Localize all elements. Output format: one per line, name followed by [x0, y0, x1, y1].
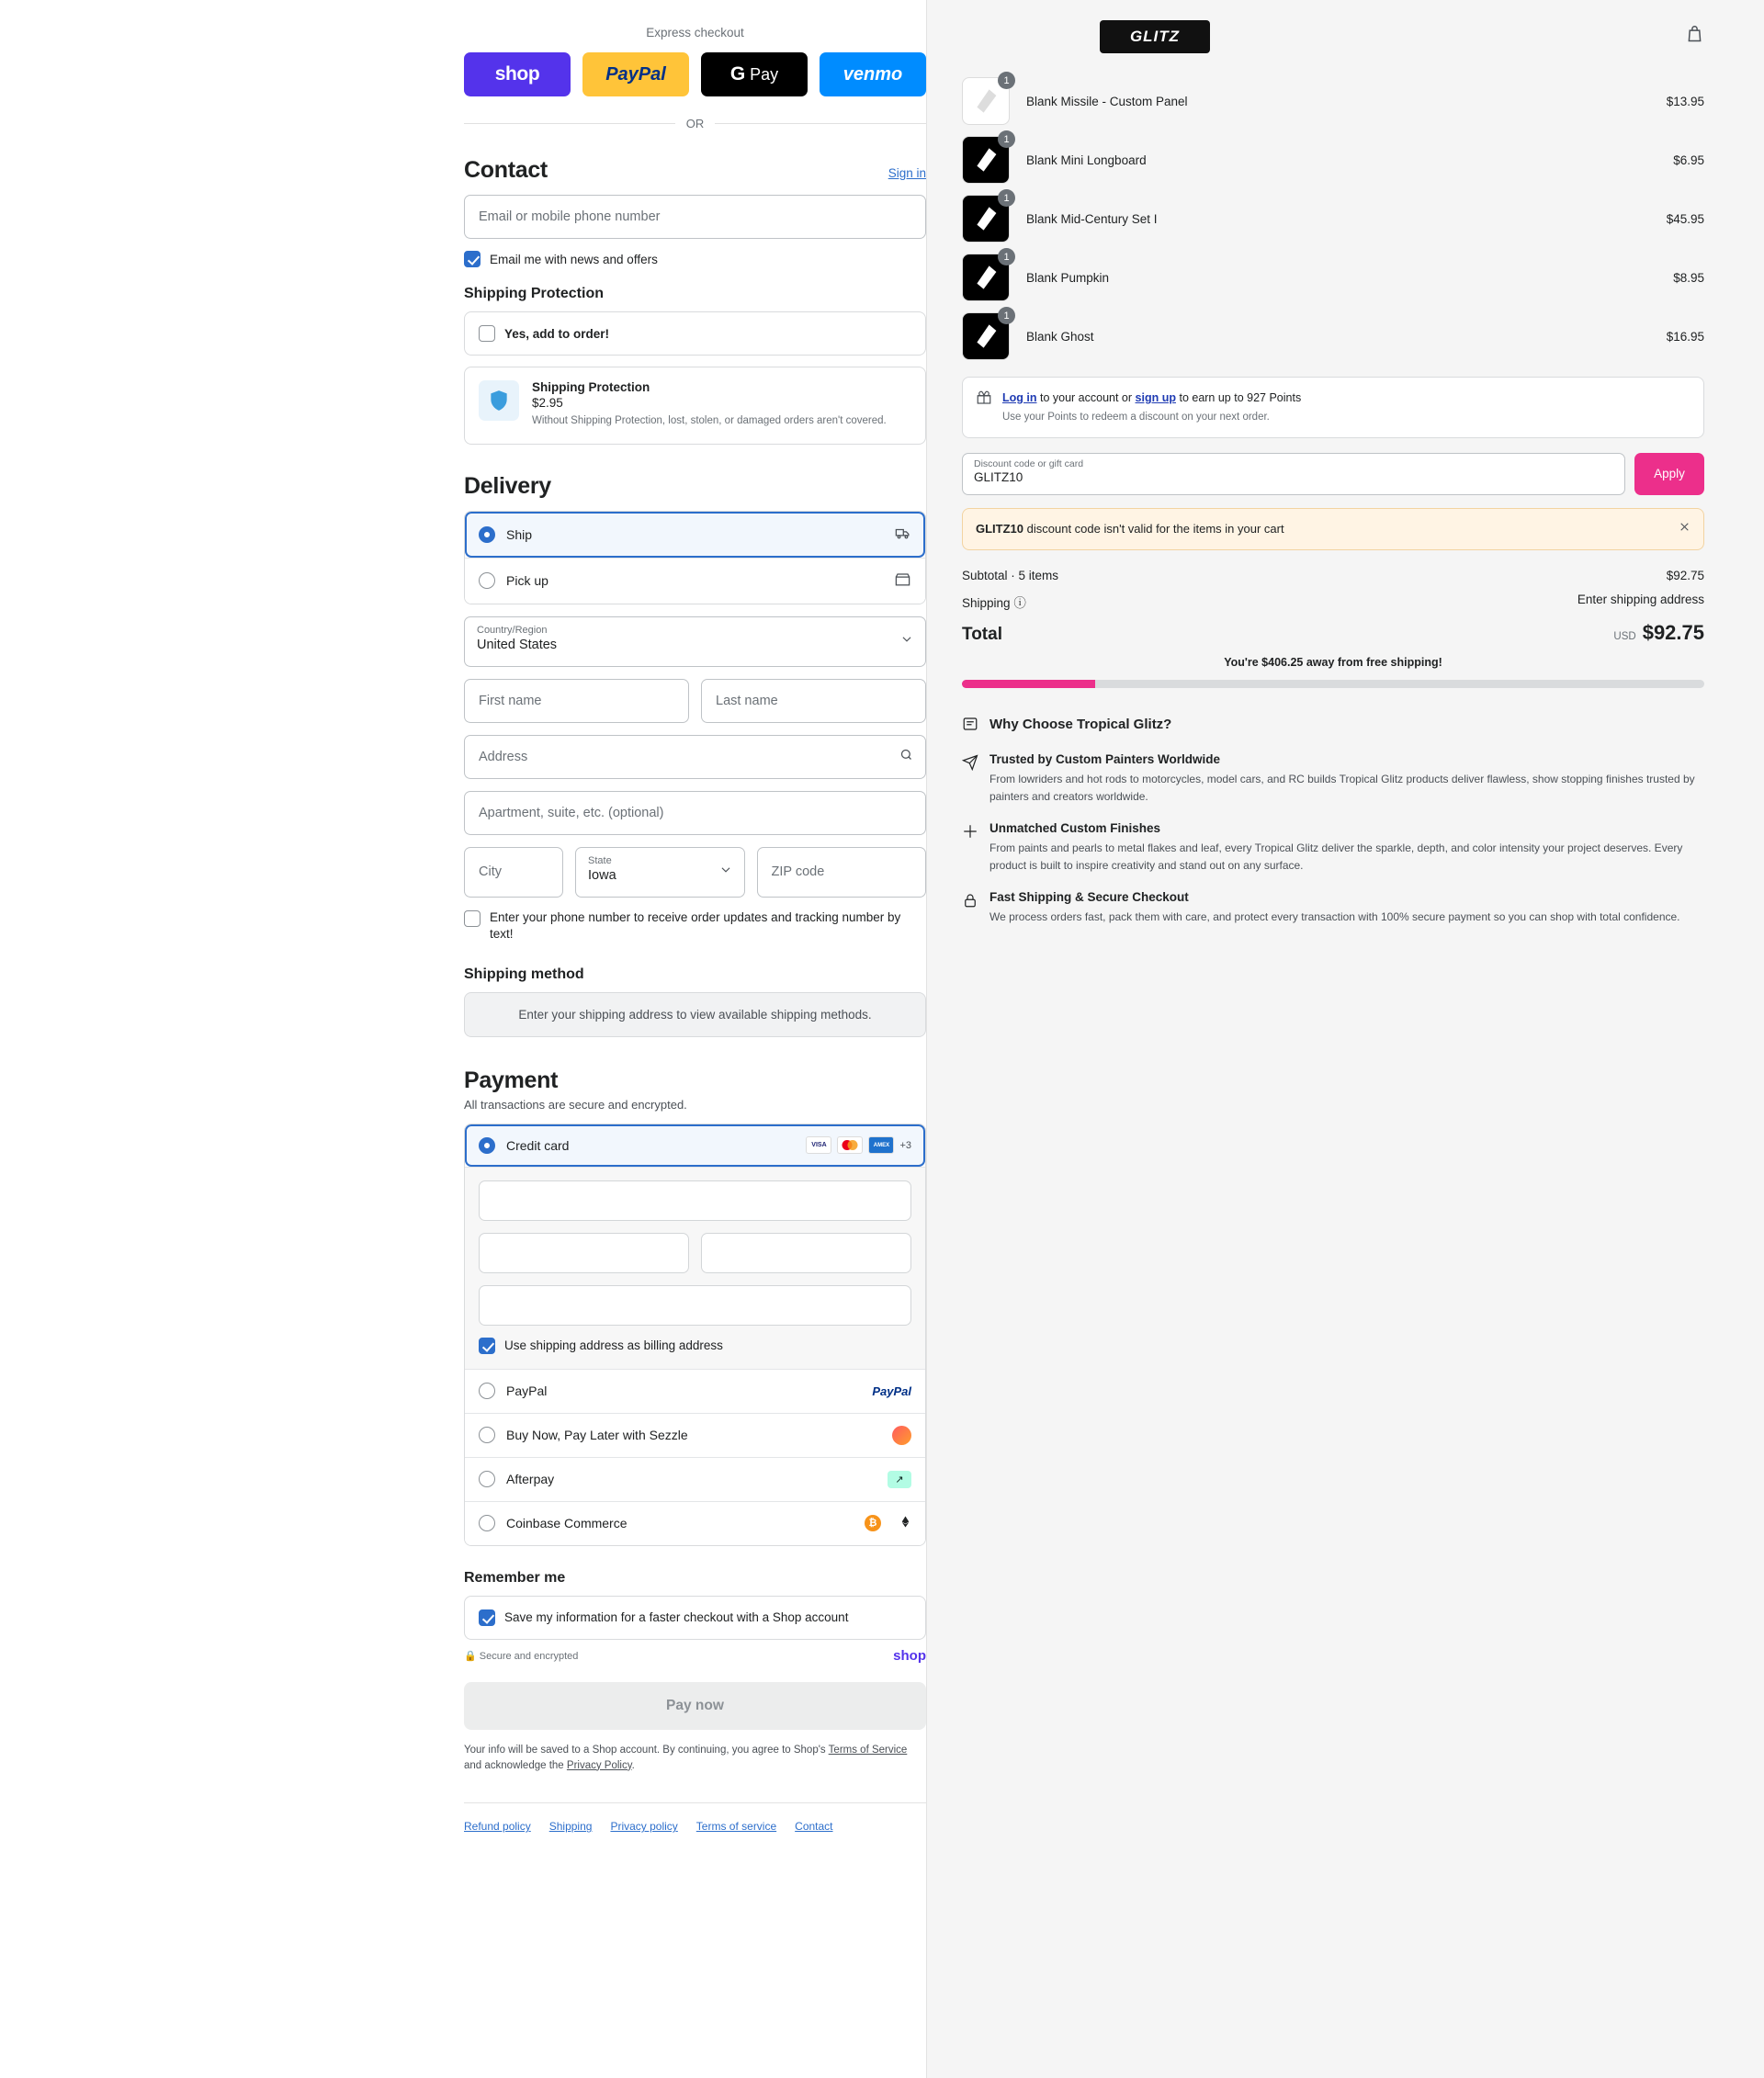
shipping-protection-title: Shipping Protection — [464, 286, 604, 301]
terms-of-service-link[interactable]: Terms of Service — [828, 1744, 908, 1756]
card-brand-icons — [806, 1136, 911, 1154]
product-name: Blank Missile - Custom Panel — [1026, 94, 1188, 108]
points-mid-text: to your account or — [1039, 391, 1133, 404]
shipping-protection-card-title: Shipping Protection — [532, 380, 650, 394]
total-amount — [1613, 621, 1704, 645]
product-price: $6.95 — [1673, 152, 1704, 167]
venmo-button[interactable]: venmo — [820, 52, 926, 96]
card-expiry-input[interactable] — [479, 1233, 689, 1273]
sparkle-icon — [962, 823, 978, 874]
legal-fineprint — [464, 1743, 926, 1773]
secure-text: Secure and encrypted — [479, 1650, 579, 1662]
store-logo[interactable]: GLITZ — [1100, 20, 1210, 53]
product-name: Blank Pumpkin — [1026, 270, 1110, 285]
shipping-label-text: Shipping — [962, 595, 1011, 610]
contact-title: Contact — [464, 157, 548, 183]
free-shipping-progress-bar — [962, 680, 1704, 688]
discount-error-code: GLITZ10 — [976, 521, 1024, 536]
shop-logo: shop — [893, 1647, 926, 1664]
first-name-input[interactable] — [477, 693, 676, 709]
product-image — [972, 146, 1000, 174]
chevron-down-icon — [900, 633, 913, 650]
billing-same-label: Use shipping address as billing address — [504, 1338, 723, 1353]
total-row — [962, 621, 1704, 645]
zip-field[interactable] — [757, 847, 927, 898]
points-subtext: Use your Points to redeem a discount on your next order. — [1002, 412, 1270, 424]
order-totals — [962, 569, 1704, 645]
save-info-checkbox[interactable] — [479, 1609, 495, 1626]
shipping-method-title: Shipping method — [464, 966, 584, 982]
first-name-field[interactable] — [464, 679, 689, 723]
fineprint-period: . — [631, 1759, 635, 1771]
subtotal-row — [962, 569, 1704, 582]
product-price: $45.95 — [1666, 211, 1704, 226]
benefit-title: Fast Shipping & Secure Checkout — [989, 890, 1189, 905]
credit-card-radio[interactable] — [479, 1137, 495, 1154]
discount-label: Discount code or gift card — [974, 457, 1084, 469]
card-name-input[interactable] — [479, 1285, 911, 1326]
product-name: Blank Mid-Century Set I — [1026, 211, 1158, 226]
express-wallet-buttons — [464, 52, 926, 96]
shipping-protection-card — [464, 367, 926, 445]
why-choose-title: Why Choose Tropical Glitz? — [989, 717, 1172, 733]
email-input[interactable] — [477, 209, 913, 225]
city-field[interactable] — [464, 847, 563, 898]
sign-up-link[interactable]: sign up — [1135, 391, 1176, 404]
amex-icon: AMEX — [868, 1136, 894, 1154]
list-item — [962, 251, 1704, 301]
delivery-option-ship[interactable] — [465, 512, 925, 558]
shop-pay-button[interactable]: shop — [464, 52, 571, 96]
total-value: $92.75 — [1642, 620, 1704, 644]
afterpay-icon: ↗ — [888, 1471, 911, 1488]
email-field[interactable] — [464, 195, 926, 239]
apply-discount-button[interactable]: Apply — [1634, 453, 1704, 495]
footer-links — [464, 1802, 926, 1833]
shield-icon — [479, 380, 519, 421]
product-thumbnail — [962, 312, 1010, 360]
pay-now-button[interactable]: Pay now — [464, 1682, 926, 1730]
sezzle-label: Buy Now, Pay Later with Sezzle — [506, 1428, 688, 1443]
country-value: United States — [477, 637, 558, 652]
last-name-field[interactable] — [701, 679, 926, 723]
shipping-protection-row[interactable] — [479, 325, 911, 342]
product-thumbnail — [962, 251, 1010, 301]
product-thumbnail — [962, 74, 1010, 125]
address-input[interactable] — [477, 749, 899, 765]
phone-optin-row[interactable] — [464, 909, 926, 943]
points-tail-text: to earn up to 927 Points — [1179, 391, 1302, 404]
loyalty-points-box — [962, 377, 1704, 438]
brand-row — [962, 20, 1704, 53]
address-field[interactable] — [464, 735, 926, 779]
city-state-zip — [464, 847, 926, 898]
country-select[interactable] — [464, 616, 926, 667]
apartment-input[interactable] — [477, 805, 913, 821]
payment-title: Payment — [464, 1067, 559, 1093]
why-choose-heading — [962, 714, 1704, 736]
credit-card-label: Credit card — [506, 1137, 570, 1153]
shipping-protection-card-price: $2.95 — [532, 396, 563, 410]
discount-value[interactable]: GLITZ10 — [974, 469, 1023, 484]
paypal-radio[interactable] — [479, 1383, 495, 1399]
afterpay-label: Afterpay — [506, 1472, 555, 1487]
google-pay-button[interactable]: G Pay — [701, 52, 808, 96]
city-input[interactable] — [477, 864, 550, 880]
footer-link-refund-policy[interactable]: Refund policy — [464, 1820, 531, 1834]
or-label: OR — [685, 117, 705, 130]
card-cvv-input[interactable] — [701, 1233, 911, 1273]
privacy-policy-link[interactable]: Privacy Policy — [566, 1759, 632, 1771]
payment-option-sezzle[interactable] — [465, 1413, 925, 1457]
shipping-protection-card-desc: Without Shipping Protection, lost, stolen, or damaged orders aren't covered. — [532, 415, 887, 426]
list-item — [962, 192, 1704, 243]
coinbase-label: Coinbase Commerce — [506, 1516, 628, 1531]
discount-row — [962, 453, 1704, 495]
payment-subtitle: All transactions are secure and encrypted. — [464, 1097, 687, 1112]
payment-option-credit-card[interactable] — [465, 1124, 925, 1167]
visa-icon: VISA — [806, 1136, 831, 1154]
list-item — [962, 133, 1704, 184]
payment-methods — [464, 1124, 926, 1546]
store-icon — [894, 570, 911, 591]
credit-card-form — [465, 1167, 925, 1369]
google-g-icon: G — [729, 63, 746, 85]
footer-link-terms-of-service[interactable]: Terms of service — [695, 1820, 777, 1834]
phone-optin-checkbox[interactable] — [464, 910, 481, 927]
delivery-title: Delivery — [464, 472, 551, 499]
card-number-input[interactable] — [479, 1180, 911, 1221]
last-name-input[interactable] — [714, 693, 913, 709]
subtotal-value: $92.75 — [1666, 568, 1704, 582]
state-label: State — [588, 854, 612, 866]
quantity-badge: 1 — [998, 248, 1015, 265]
currency-code: USD — [1613, 630, 1636, 642]
benefit-item — [962, 890, 1704, 926]
secure-row — [464, 1648, 926, 1664]
delivery-option-pickup[interactable] — [465, 558, 925, 604]
quantity-badge: 1 — [998, 189, 1015, 207]
paypal-button[interactable]: PayPal — [582, 52, 689, 96]
contact-header — [464, 143, 926, 195]
save-info-label: Save my information for a faster checkout with a Shop account — [504, 1610, 849, 1625]
gift-icon — [976, 390, 992, 425]
sezzle-icon — [892, 1426, 911, 1445]
payment-option-coinbase[interactable] — [465, 1501, 925, 1545]
quantity-badge: 1 — [998, 130, 1015, 148]
info-icon[interactable]: ⓘ — [1013, 595, 1026, 610]
quantity-badge: 1 — [998, 307, 1015, 324]
order-items — [962, 74, 1704, 360]
benefit-item — [962, 752, 1704, 805]
progress-fill — [962, 680, 1095, 688]
product-price: $8.95 — [1673, 270, 1704, 285]
product-image — [972, 322, 1000, 350]
afterpay-radio[interactable] — [479, 1471, 495, 1487]
news-offers-row[interactable] — [464, 251, 926, 267]
shipping-value: Enter shipping address — [1577, 592, 1704, 606]
ship-label: Ship — [506, 526, 533, 542]
coinbase-radio[interactable] — [479, 1515, 495, 1531]
shipping-protection-optin-label: Yes, add to order! — [504, 326, 610, 341]
total-label: Total — [962, 624, 1002, 644]
remember-me-box[interactable] — [464, 1596, 926, 1640]
search-icon — [899, 748, 913, 765]
pickup-radio[interactable] — [479, 572, 495, 589]
shipping-protection-checkbox[interactable] — [479, 325, 495, 342]
discount-error-banner — [962, 508, 1704, 550]
free-shipping-message: You're $406.25 away from free shipping! — [1224, 655, 1442, 669]
send-icon — [962, 754, 978, 805]
discount-error-text — [976, 521, 1669, 537]
secure-label: 🔒 Secure and encrypted — [464, 1650, 579, 1662]
discount-error-message: discount code isn't valid for the items in your cart — [1026, 521, 1284, 536]
news-offers-label: Email me with news and offers — [490, 252, 658, 266]
fineprint-part2: and acknowledge the — [464, 1759, 564, 1771]
product-name: Blank Ghost — [1026, 329, 1094, 344]
product-thumbnail — [962, 133, 1010, 184]
shipping-method-message: Enter your shipping address to view available shipping methods. — [464, 992, 926, 1037]
close-icon[interactable] — [1679, 521, 1690, 537]
footer-link-contact[interactable]: Contact — [795, 1820, 833, 1834]
order-summary-column — [926, 0, 1764, 2078]
coinbase-icon: ₿ — [865, 1515, 881, 1531]
benefit-item — [962, 821, 1704, 874]
cart-bag-icon[interactable] — [1685, 25, 1704, 49]
truck-icon — [894, 525, 911, 545]
divider-line-left — [464, 123, 675, 124]
product-price: $13.95 — [1666, 94, 1704, 108]
discount-field[interactable] — [962, 453, 1625, 495]
note-icon — [962, 716, 978, 736]
payment-option-afterpay[interactable] — [465, 1457, 925, 1501]
log-in-link[interactable]: Log in — [1002, 391, 1037, 404]
state-select[interactable] — [575, 847, 745, 898]
chevron-down-icon — [719, 864, 732, 881]
shipping-row — [962, 593, 1704, 611]
benefit-title: Unmatched Custom Finishes — [989, 821, 1161, 836]
divider-line-right — [715, 123, 926, 124]
crypto-icon — [899, 1514, 911, 1532]
paypal-label: PayPal — [506, 1383, 548, 1399]
footer-link-shipping[interactable]: Shipping — [548, 1820, 593, 1834]
state-value: Iowa — [588, 867, 616, 883]
sezzle-radio[interactable] — [479, 1427, 495, 1443]
footer-link-privacy-policy[interactable]: Privacy policy — [610, 1820, 678, 1834]
or-divider — [464, 117, 926, 130]
benefit-desc: From paints and pearls to metal flakes and leaf, every Tropical Glitz deliver the sparkle, depth, and color intensity your project deserves. Every product is built to inspire creativity and stand out on any surface. — [989, 841, 1683, 872]
billing-same-row[interactable] — [479, 1338, 911, 1354]
benefit-desc: We process orders fast, pack them with care, and protect every transaction with 100% secure payment so you can shop with total confidence. — [989, 910, 1680, 924]
delivery-options — [464, 511, 926, 604]
mastercard-icon — [837, 1136, 863, 1154]
lock-icon — [962, 892, 978, 926]
billing-same-checkbox[interactable] — [479, 1338, 495, 1354]
product-thumbnail — [962, 192, 1010, 243]
apartment-field[interactable] — [464, 791, 926, 835]
subtotal-label: Subtotal · 5 items — [962, 568, 1059, 582]
benefit-desc: From lowriders and hot rods to motorcycles, model cars, and RC builds Tropical Glitz products deliver flawless, show stopping finishes trusted by painters and creators worldwide. — [989, 772, 1695, 803]
list-item — [962, 312, 1704, 360]
phone-optin-label: Enter your phone number to receive order updates and tracking number by text! — [490, 909, 901, 941]
loyalty-points-text — [1002, 390, 1301, 425]
remember-me-title: Remember me — [464, 1569, 566, 1586]
shipping-label — [962, 593, 1026, 611]
fineprint-part1: Your info will be saved to a Shop account. By continuing, you agree to Shop's — [464, 1744, 826, 1756]
pickup-label: Pick up — [506, 573, 548, 589]
payment-option-paypal[interactable] — [465, 1369, 925, 1413]
ship-radio[interactable] — [479, 526, 495, 543]
card-expiry-cvv-row — [479, 1233, 911, 1273]
more-cards-label[interactable]: +3 — [899, 1139, 911, 1151]
country-label: Country/Region — [477, 624, 548, 636]
product-name: Blank Mini Longboard — [1026, 152, 1147, 167]
product-price: $16.95 — [1666, 329, 1704, 344]
list-item — [962, 74, 1704, 125]
express-checkout-label: Express checkout — [646, 26, 744, 40]
name-fields — [464, 679, 926, 723]
shipping-protection-optin[interactable] — [464, 311, 926, 356]
product-image — [972, 87, 1000, 115]
benefit-title: Trusted by Custom Painters Worldwide — [989, 751, 1221, 766]
product-image — [972, 264, 1000, 291]
product-image — [972, 205, 1000, 232]
quantity-badge: 1 — [998, 72, 1015, 89]
paypal-icon: PayPal — [872, 1383, 911, 1398]
sign-in-link[interactable]: Sign in — [888, 166, 926, 180]
zip-input[interactable] — [770, 864, 914, 880]
news-offers-checkbox[interactable] — [464, 251, 481, 267]
